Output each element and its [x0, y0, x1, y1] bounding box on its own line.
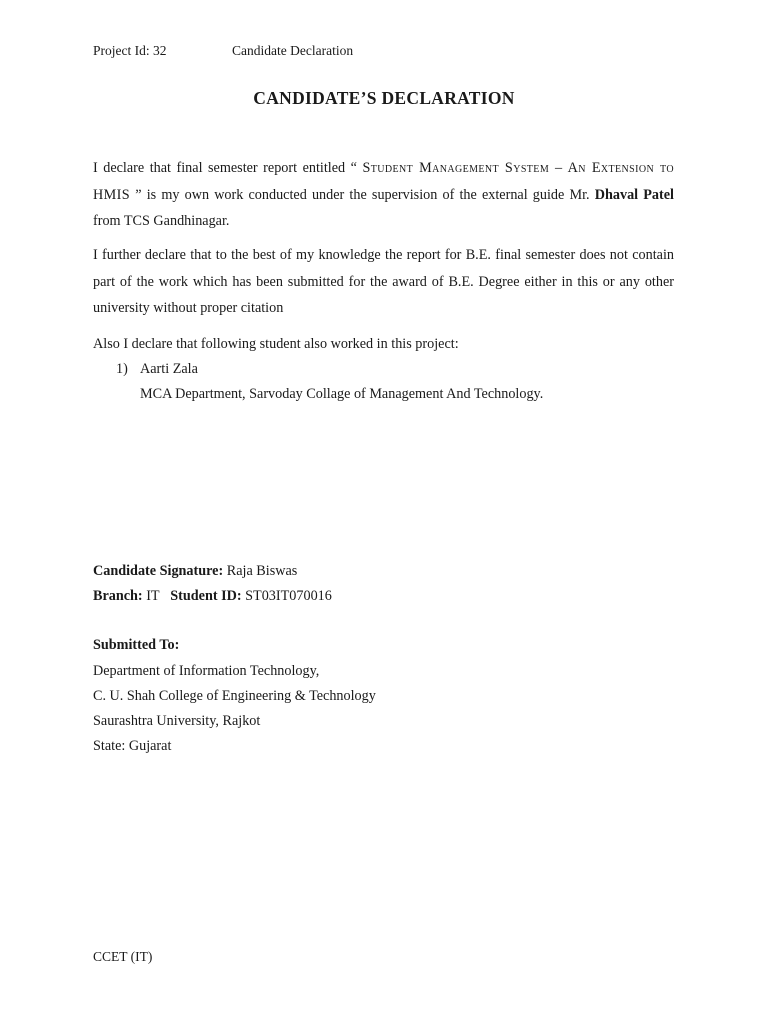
branch-value: IT	[142, 588, 160, 604]
page-title: CANDIDATE’S DECLARATION	[253, 88, 515, 108]
page-footer: CCET (IT)	[93, 949, 153, 964]
report-title: Student Management System – An Extension to HMIS	[93, 160, 674, 203]
student-department: MCA Department, Sarvoday Collage of Management And Technology.	[140, 386, 544, 402]
branch-line	[93, 587, 332, 605]
branch-label: Branch:	[93, 588, 143, 604]
declaration-paragraph-1	[93, 155, 674, 235]
address-line: Department of Information Technology,	[93, 663, 320, 679]
submitted-to-label: Submitted To:	[93, 637, 180, 653]
address-line: Saurashtra University, Rajkot	[93, 713, 261, 729]
student-id-value: ST03IT070016	[241, 588, 332, 604]
list-item-number: 1)	[116, 361, 128, 377]
header-project-id: Project Id: 32	[93, 43, 167, 58]
para1-mid: ” is my own work conducted under the supervision of the external guide Mr.	[130, 186, 595, 203]
guide-name: Dhaval Patel	[594, 186, 674, 203]
declaration-paragraph-2: I further declare that to the best of my knowledge the report for B.E. final semester does not contain part of the work which has been submitted for the award of B.E. Degree either in this or any other university without proper citation	[93, 247, 674, 316]
signature-value: Raja Biswas	[223, 563, 298, 579]
address-line: C. U. Shah College of Engineering & Technology	[93, 688, 376, 704]
header-section: Candidate Declaration	[232, 43, 354, 58]
para1-pre: I declare that final semester report entitled “	[93, 160, 363, 176]
list-item	[116, 357, 543, 382]
candidate-signature	[93, 562, 297, 580]
declaration-paragraph-3: Also I declare that following student also worked in this project:	[93, 336, 459, 352]
signature-label: Candidate Signature:	[93, 563, 224, 579]
address-line: State: Gujarat	[93, 738, 172, 754]
student-name: Aarti Zala	[140, 361, 198, 377]
student-list	[116, 357, 543, 407]
para1-post: from TCS Gandhinagar.	[93, 213, 230, 229]
student-id-label: Student ID:	[170, 588, 242, 604]
